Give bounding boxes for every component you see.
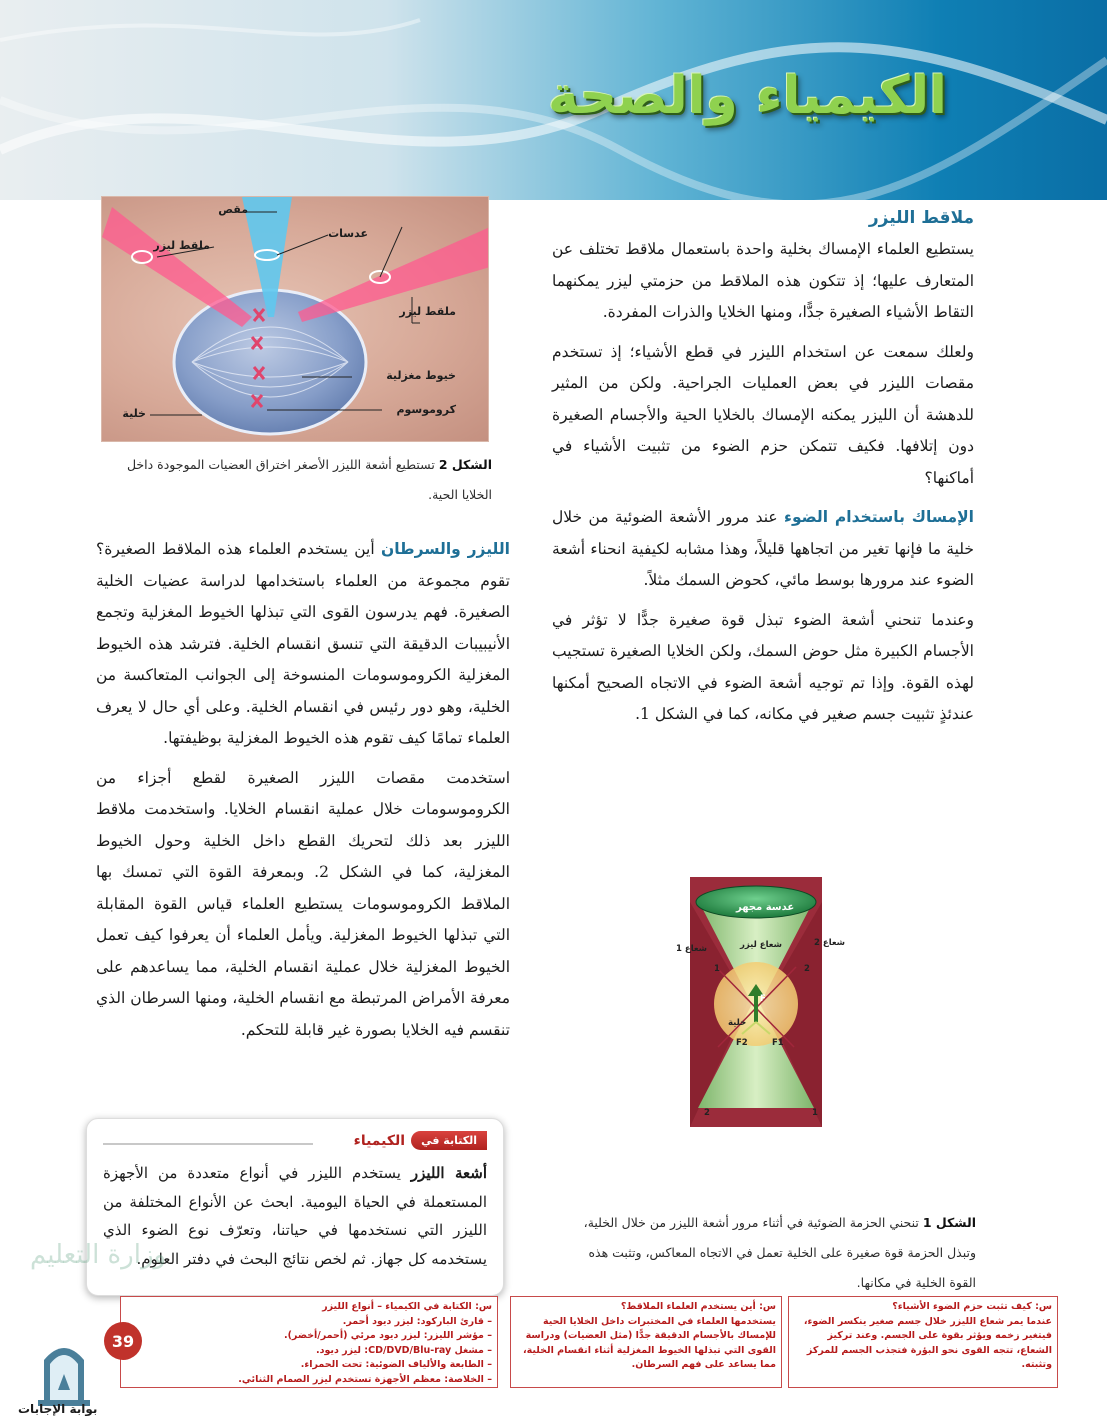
label-number: 1 xyxy=(714,964,720,974)
label-cell: خلية xyxy=(122,407,146,420)
answer-line: – مؤشر الليزر: ليزر ديود مرئي (أحمر/أخضر). xyxy=(283,1330,492,1341)
label-number: 1 xyxy=(812,1108,818,1118)
label-ray-1: شعاع 1 xyxy=(676,944,708,954)
answer-line: – مشغل CD/DVD/Blu-ray: ليزر ديود. xyxy=(315,1344,492,1356)
paragraph: وعندما تنحني أشعة الضوء تبذل قوة صغيرة جدًّا لا تؤثر في الأجسام الكبيرة مثل حوض السمك، ولكن الخلايا الصغيرة تستجيب لهذه القوة. وإذا تم توجيه أشعة الضوء في الاتجاه الصحيح أمكنها عندئذٍ تثبيت جسم صغير في مكانه، كما في الشكل 1. xyxy=(552,610,974,723)
answer-box xyxy=(510,1296,782,1388)
answer-box xyxy=(120,1296,498,1388)
answer-line: يستخدمها العلماء في المختبرات داخل الخلايا الحية للإمساك بالأجسام الدقيقة جدًّا (مثل العضيات) ودراسة القوى التي تبذلها الخيوط المغزلية أثناء انقسام الخلية، مما يساعد على فهم السرطان. xyxy=(523,1315,776,1370)
label-microscope-lens: عدسة مجهر xyxy=(736,902,795,913)
tab-subject: الكيمياء xyxy=(353,1132,406,1149)
header-banner xyxy=(0,0,1107,200)
page-number: 39 xyxy=(104,1322,142,1360)
label-laser-tweezer-right: ملقط ليزر xyxy=(399,305,456,318)
page-title: الكيمياء والصحة xyxy=(547,66,947,126)
caption-text: تستطيع أشعة الليزر الأصغر اختراق العضيات الموجودة داخل الخلايا الحية. xyxy=(126,457,492,502)
answer-line: – الطابعة والألياف الضوئية: تحت الحمراء. xyxy=(300,1359,492,1370)
label-lenses: عدسات xyxy=(328,227,368,240)
label-laser-tweezer-left: ملقط ليزر xyxy=(153,239,210,252)
paragraph: ولعلك سمعت عن استخدام الليزر في قطع الأشياء؛ إذ تستخدم مقصات الليزر في بعض العمليات الجراحية. ولكن من المثير للدهشة أن الليزر يمكنه الإمساك بالخلايا الحية والأجسام الصغيرة دون إتلافها. فكيف تتمكن حزم الضوء من تثبيت الأشياء في أماكنها؟ xyxy=(552,342,974,487)
label-scissors: مقص xyxy=(218,203,248,216)
watermark: وزارة التعليم xyxy=(30,1240,167,1270)
section-laser-cancer xyxy=(96,534,510,1054)
label-chromosome: كروموسوم xyxy=(396,403,456,416)
answer-line: س: كيف تثبت حزم الضوء الأشياء؟ xyxy=(892,1301,1052,1312)
paragraph-text: عند مرور الأشعة الضوئية من خلال خلية ما فإنها تغير من اتجاهها قليلاً، وهذا مشابه لكيفية انحناء أشعة الضوء عند مرورها بوسط مائي، كحوض السمك مثلاً. xyxy=(552,508,974,589)
label-laser-beam: شعاع ليزر xyxy=(740,940,782,950)
figure-1-caption xyxy=(560,1208,976,1298)
label-force-f: F xyxy=(760,994,766,1004)
label-number: 2 xyxy=(704,1108,710,1118)
caption-text: تنحني الحزمة الضوئية في أثناء مرور أشعة الليزر من خلال الخلية، وتبذل الحزمة قوة صغيرة على الخلية تعمل في الاتجاه المعاكس، وتثبت هذه القوة الخلية في مكانها. xyxy=(583,1215,976,1290)
logo-text: بوابة الإجابات xyxy=(18,1402,98,1416)
answer-line: عندما يمر شعاع الليزر خلال جسم صغير ينكسر الضوء، فيتغير زخمه ويؤثر بقوة على الجسم. وعند تركيز الشعاع، تتجه القوى نحو البؤرة فتجذب الجسم للمركز وتثبته. xyxy=(803,1315,1052,1370)
label-number: 2 xyxy=(804,964,810,974)
paragraph xyxy=(552,502,974,597)
caption-label: الشكل 1 xyxy=(922,1215,976,1230)
answer-box xyxy=(788,1296,1058,1388)
figure-1-illustration xyxy=(676,872,846,1132)
label-force-f1: F1 xyxy=(772,1038,784,1048)
paragraph xyxy=(96,534,510,755)
inline-heading: الليزر والسرطان xyxy=(380,540,510,558)
tab-label: الكتابة في xyxy=(411,1131,487,1150)
answer-line: س: الكتابة في الكيمياء – أنواع الليزر xyxy=(322,1301,492,1312)
caption-label: الشكل 2 xyxy=(438,457,492,472)
label-cell: خلية xyxy=(728,1018,747,1028)
answer-line: – الخلاصة: معظم الأجهزة تستخدم ليزر الصمام الثنائي. xyxy=(238,1373,492,1385)
label-force-f2: F2 xyxy=(736,1038,748,1048)
label-ray-2: شعاع 2 xyxy=(814,938,846,948)
paragraph: يستطيع العلماء الإمساك بخلية واحدة باستعمال ملاقط تختلف عن المتعارف عليها؛ إذ تتكون هذه الملاقط من حزمتي ليزر يمكنهما التقاط الأشياء الصغيرة جدًّا، ومنها الخلايا والذرات المفردة. xyxy=(552,240,974,321)
answer-line: س: أين يستخدم العلماء الملاقط؟ xyxy=(620,1301,776,1312)
box-lead: أشعة الليزر xyxy=(410,1164,487,1182)
section-heading: ملاقط الليزر xyxy=(868,208,974,228)
paragraph-text: أين يستخدم العلماء هذه الملاقط الصغيرة؟ تقوم مجموعة من العلماء باستخدامها لدراسة عضيات الخلية الصغيرة. فهم يدرسون القوى التي تبذلها الخيوط المغزلية وتجمع الأنيبيبات الدقيقة التي تنسق انقسام الخلية. فترشد هذه الخيوط المغزلية الكروموسومات المنسوخة إلى الجوانب المتعاكسة من الخلية، وهو دور رئيس في انقسام الخلية. وعلى أي حال لا يعرف العلماء تمامًا كيف تقوم هذه الخيوط المغزلية بوظيفتها. xyxy=(96,540,510,747)
section-laser-tweezers xyxy=(552,208,974,739)
figure-2-caption xyxy=(100,450,492,510)
figure-2-illustration xyxy=(101,196,489,442)
answer-line: – قارئ الباركود: ليزر ديود أحمر. xyxy=(342,1315,492,1327)
label-spindle-fibers: خيوط مغزلية xyxy=(386,369,456,382)
inline-heading: الإمساك باستخدام الضوء xyxy=(784,508,974,526)
box-tab xyxy=(354,1131,487,1150)
box-body-text: يستخدم الليزر في أنواع متعددة من الأجهزة المستعملة في الحياة اليومية. ابحث عن الأنواع المختلفة من الليزر التي نستخدمها في حياتنا، وتعرّف نوع الضوء الذي يستخدمه كل جهاز. ثم لخص نتائج البحث في دفتر العلوم. xyxy=(103,1164,487,1268)
divider xyxy=(103,1143,313,1145)
paragraph: استخدمت مقصات الليزر الصغيرة لقطع أجزاء من الكروموسومات خلال عملية انقسام الخلايا. واستخدمت ملاقط الليزر بعد ذلك لتحريك القطع داخل الخلية وحول الخيوط المغزلية، كما في الشكل 2. وبمعرفة القوة التي تمسك بها الملاقط الكروموسومات يستطيع العلماء قياس القوة المقابلة التي تبذلها الخيوط المغزلية. ويأمل العلماء أن يعرفوا كيف تعمل الخيوط المغزلية خلال عملية انقسام الخلية، مما يساعدهم على معرفة الأمراض المرتبطة مع انقسام الخلية، ومنها السرطان الذي تنقسم فيه الخلايا بصورة غير قابلة للتحكم. xyxy=(96,768,510,1039)
